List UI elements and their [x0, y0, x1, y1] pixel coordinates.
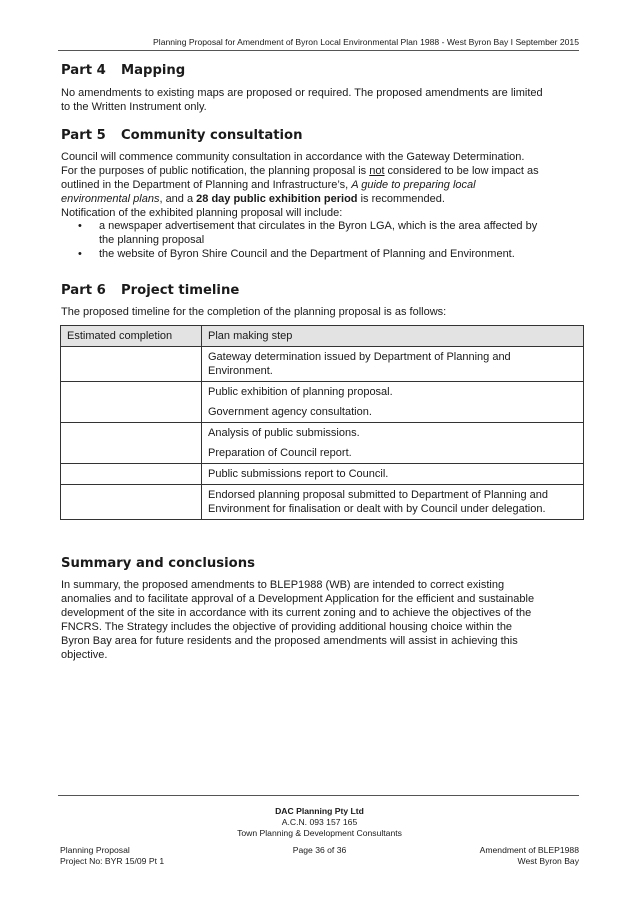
completion-cell	[61, 382, 202, 423]
part5-guide-title: A guide to preparing local	[351, 179, 476, 191]
part5-heading	[61, 128, 303, 143]
summary-paragraph	[61, 578, 581, 662]
footer-company-block	[60, 806, 579, 839]
part5-line	[61, 178, 581, 192]
summary-line: FNCRS. The Strategy includes the objective of providing additional housing choice within the	[61, 621, 513, 633]
part5-line3-text: outlined in the Department of Planning and Infrastructure’s,	[61, 179, 352, 191]
table-row	[61, 382, 584, 423]
part5-not-emphasis: not	[369, 165, 385, 177]
part4-heading	[61, 63, 185, 78]
completion-cell	[61, 423, 202, 464]
step-cell	[202, 347, 584, 382]
summary-line: development of the site in accordance with its current zoning and to achieve the objectives of the	[61, 607, 532, 619]
part5-paragraph	[61, 150, 581, 220]
step-line: Preparation of Council report.	[208, 447, 352, 459]
step-line: Government agency consultation.	[208, 406, 372, 418]
footer-project-number: Project No: BYR 15/09 Pt 1	[60, 856, 165, 866]
step-cell	[202, 382, 584, 423]
summary-line: In summary, the proposed amendments to BLEP1988 (WB) are intended to correct existing	[61, 579, 505, 591]
footer-company: DAC Planning Pty Ltd	[275, 806, 364, 816]
part6-intro: The proposed timeline for the completion of the planning proposal is as follows:	[61, 306, 447, 318]
list-item-line: • a newspaper advertisement that circulates in the Byron LGA, which is the area affected by	[99, 220, 538, 232]
part5-title: Community consultation	[121, 128, 303, 143]
part5-line: Notification of the exhibited planning proposal will include:	[61, 207, 343, 219]
step-cell	[202, 423, 584, 464]
list-item-line: • the website of Byron Shire Council and the Department of Planning and Environment.	[99, 248, 515, 260]
step-cell	[202, 464, 584, 485]
footer-page-number: Page 36 of 36	[292, 845, 347, 855]
step-line: Public exhibition of planning proposal.	[208, 386, 393, 398]
list-item	[61, 247, 581, 261]
summary-heading: Summary and conclusions	[61, 556, 255, 571]
footer-acn: A.C.N. 093 157 165	[281, 817, 358, 827]
list-item	[61, 219, 581, 247]
table-row	[61, 485, 584, 520]
column-header-completion: Estimated completion	[61, 326, 202, 347]
part5-line	[61, 192, 581, 206]
notification-list	[61, 219, 581, 261]
step-line: Gateway determination issued by Department of Planning and	[208, 351, 511, 363]
footer-amendment: Amendment of BLEP1988	[479, 845, 579, 855]
footer-right	[480, 845, 579, 867]
completion-cell	[61, 464, 202, 485]
step-line: Environment.	[208, 365, 273, 377]
step-line: Endorsed planning proposal submitted to Department of Planning and	[208, 489, 549, 501]
part4-line: No amendments to existing maps are proposed or required. The proposed amendments are limited	[61, 87, 543, 99]
part5-exhibition-period: 28 day public exhibition period	[196, 193, 358, 205]
step-line: Environment for finalisation or dealt with by Council under delegation.	[208, 503, 546, 515]
part6-heading	[61, 283, 239, 298]
part4-number: Part 4	[61, 63, 106, 78]
part5-line2-text: considered to be low impact as	[384, 165, 539, 177]
part5-number: Part 5	[61, 128, 106, 143]
part5-line: Council will commence community consultation in accordance with the Gateway Determination.	[61, 151, 525, 163]
list-item-line: the planning proposal	[99, 234, 205, 246]
part6-title: Project timeline	[121, 283, 240, 298]
step-cell	[202, 485, 584, 520]
table-header-row	[61, 326, 584, 347]
part4-line: to the Written Instrument only.	[61, 101, 207, 113]
table-row	[61, 347, 584, 382]
summary-line: objective.	[61, 649, 108, 661]
footer-location: West Byron Bay	[517, 856, 579, 866]
timeline-table	[60, 325, 584, 520]
summary-line: anomalies and to facilitate approval of a Development Application for the efficient and sustainable	[61, 593, 535, 605]
completion-cell	[61, 347, 202, 382]
part5-line4-text: , and a	[159, 193, 197, 205]
step-line: Public submissions report to Council.	[208, 468, 389, 480]
table-row	[61, 423, 584, 464]
footer-doc-title: Planning Proposal	[60, 845, 130, 855]
step-line: Analysis of public submissions.	[208, 427, 360, 439]
column-header-step: Plan making step	[202, 326, 584, 347]
completion-cell	[61, 485, 202, 520]
part4-title: Mapping	[121, 63, 186, 78]
part5-guide-title: environmental plans	[61, 193, 160, 205]
part5-line	[61, 164, 581, 178]
part5-line4-text: is recommended.	[357, 193, 445, 205]
footer-divider	[58, 795, 579, 796]
part6-number: Part 6	[61, 283, 106, 298]
header-divider	[58, 50, 579, 51]
summary-line: Byron Bay area for future residents and the proposed amendments will assist in achieving this	[61, 635, 518, 647]
footer-tagline: Town Planning & Development Consultants	[237, 828, 402, 838]
table-row	[61, 464, 584, 485]
part5-line2-text: For the purposes of public notification, the planning proposal is	[61, 165, 370, 177]
header-text: Planning Proposal for Amendment of Byron Local Environmental Plan 1988 - West Byron Bay I September 2015	[153, 37, 579, 47]
part4-paragraph	[61, 86, 581, 114]
